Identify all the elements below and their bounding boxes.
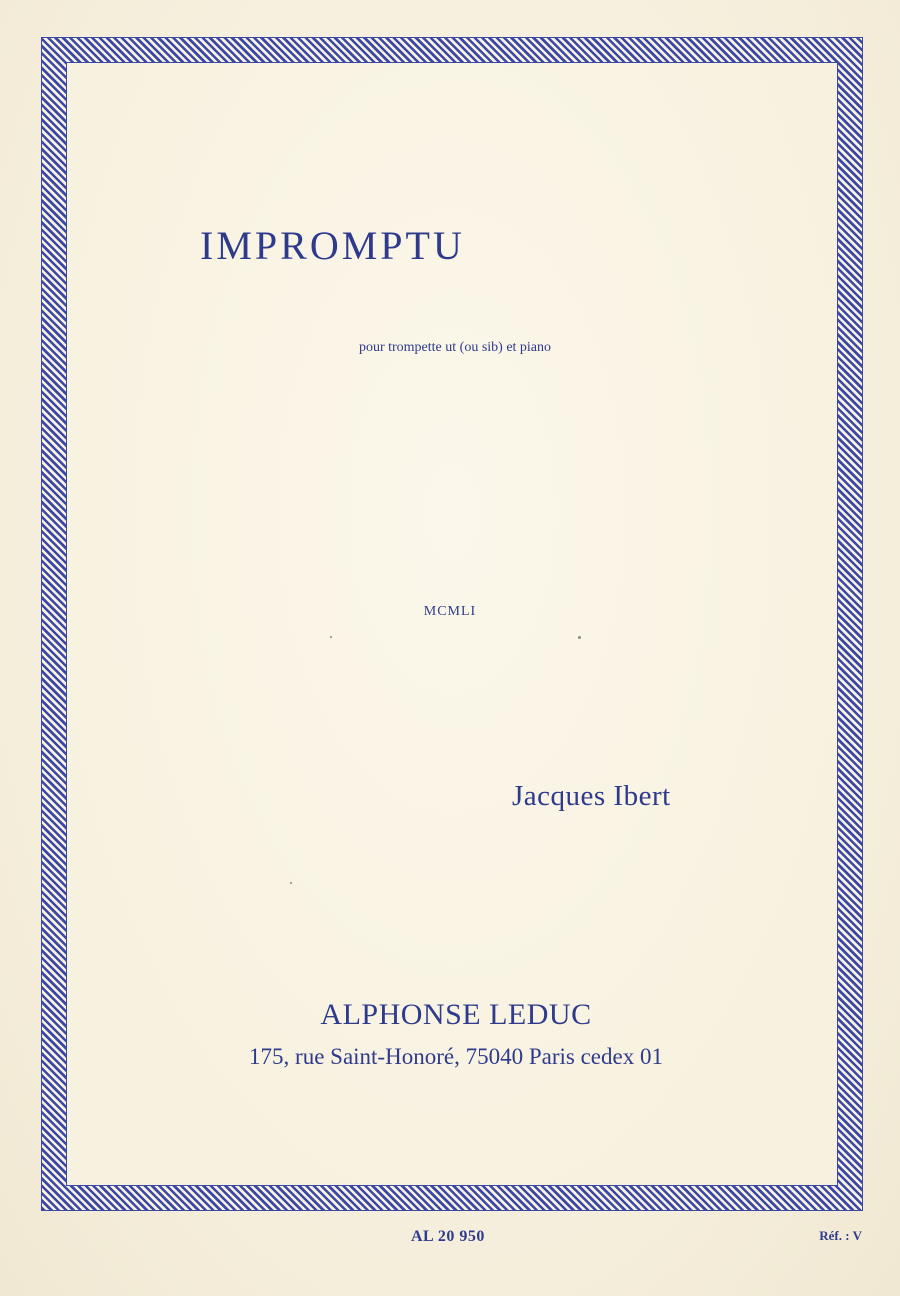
instrumentation-subtitle: pour trompette ut (ou sib) et piano: [358, 340, 552, 355]
publication-year: MCMLI: [423, 604, 477, 619]
reference-code: Réf. : V: [819, 1228, 862, 1243]
paper-speck: [578, 636, 581, 639]
page-title: IMPROMPTU: [200, 223, 465, 268]
paper-speck: [330, 636, 332, 638]
paper-speck: [290, 882, 292, 884]
composer-name: Jacques Ibert: [512, 780, 671, 812]
publisher-address: 175, rue Saint-Honoré, 75040 Paris cedex 01: [249, 1044, 663, 1069]
catalog-number: AL 20 950: [411, 1228, 485, 1245]
publisher-name: ALPHONSE LEDUC: [320, 998, 592, 1031]
decorative-border: [42, 38, 862, 1210]
